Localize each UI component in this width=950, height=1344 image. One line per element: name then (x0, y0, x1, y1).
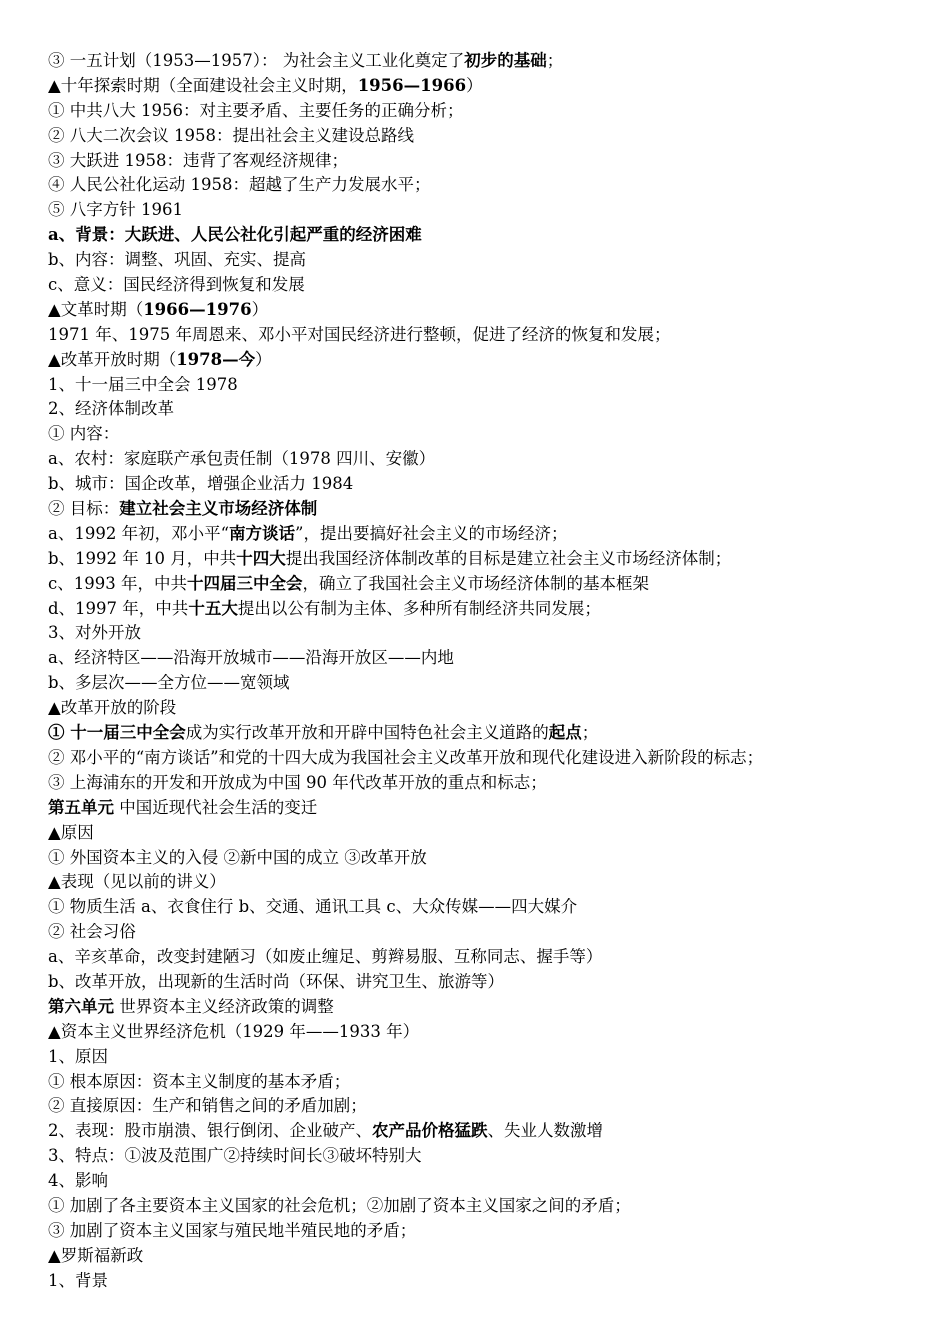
text-segment: ① 内容： (48, 424, 120, 444)
text-line (48, 721, 910, 746)
text-segment: 1、背景 (48, 1270, 108, 1290)
text-segment: ”，提出要搞好社会主义的市场经济； (295, 523, 568, 543)
text-segment: a、经济特区——沿海开放城市——沿海开放区——内地 (48, 648, 454, 668)
text-line (48, 920, 910, 945)
text-segment: d、1997 年，中共 (48, 598, 189, 618)
text-segment: 成为实行改革开放和开辟中国特色社会主义道路的 (185, 723, 549, 743)
text-segment: 4、影响 (48, 1171, 108, 1191)
text-segment: ② 目标： (48, 499, 120, 519)
text-segment: ▲改革开放时期（ (48, 349, 177, 369)
text-segment: ④ 人民公社化运动 1958：超越了生产力发展水平； (48, 175, 431, 195)
text-segment: ▲文革时期（ (48, 299, 144, 319)
text-line (48, 846, 910, 871)
bold-text-segment: 1956—1966 (357, 75, 467, 95)
text-line (48, 298, 910, 323)
text-segment: ▲罗斯福新政 (48, 1245, 144, 1265)
text-segment: ； (546, 51, 564, 70)
bold-text-segment: 十四届三中全会 (186, 573, 303, 593)
text-line (48, 422, 910, 447)
text-line (48, 447, 910, 472)
text-segment: ▲表现（见以前的讲义） (48, 872, 226, 892)
text-line (48, 646, 910, 671)
text-segment: a、1992 年初，邓小平“ (48, 523, 230, 543)
text-segment: ③ 加剧了资本主义国家与殖民地半殖民地的矛盾； (48, 1220, 417, 1240)
text-segment: ； (581, 723, 599, 743)
text-segment: ▲原因 (48, 822, 94, 842)
text-segment: ① 加剧了各主要资本主义国家的社会危机；②加剧了资本主义国家之间的矛盾； (48, 1195, 631, 1215)
text-line (48, 995, 910, 1020)
text-segment: ⑤ 八字方针 1961 (48, 200, 183, 220)
bold-text-segment: 第五单元 (48, 797, 114, 817)
text-segment: ② 八大二次会议 1958：提出社会主义建设总路线 (48, 125, 414, 145)
text-segment: 2、表现：股市崩溃、银行倒闭、企业破产、 (48, 1121, 372, 1141)
text-segment: b、1992 年 10 月，中共 (48, 548, 237, 568)
text-line (48, 771, 910, 796)
text-line (48, 99, 910, 124)
bold-text-segment: 农产品价格猛跌 (372, 1121, 488, 1141)
text-line (48, 1144, 910, 1169)
text-line (48, 522, 910, 547)
bold-text-segment: 起点 (548, 723, 582, 743)
text-line (48, 348, 910, 373)
text-line (48, 49, 910, 74)
text-segment: b、城市：国企改革，增强企业活力 1984 (48, 474, 354, 494)
text-segment: ① 中共八大 1956：对主要矛盾、主要任务的正确分析； (48, 100, 464, 120)
bold-text-segment: 十四大 (236, 548, 286, 568)
bold-text-segment: 初步的基础 (464, 51, 547, 70)
text-line (48, 1045, 910, 1070)
text-segment: ③ 一五计划（1953—1957）： 为社会主义工业化奠定了 (48, 51, 465, 70)
text-segment: ） (255, 349, 272, 369)
bold-text-segment: a、背景：大跃进、人民公社化引起严重的经济困难 (48, 225, 422, 245)
text-segment: 1971 年、1975 年周恩来、邓小平对国民经济进行整顿，促进了经济的恢复和发展； (48, 324, 671, 344)
text-line (48, 273, 910, 298)
text-segment: 提出以公有制为主体、多种所有制经济共同发展； (237, 598, 601, 618)
text-segment: 1、原因 (48, 1046, 108, 1066)
text-line (48, 1070, 910, 1095)
text-line (48, 621, 910, 646)
text-line (48, 547, 910, 572)
text-line (48, 1269, 910, 1294)
text-line (48, 870, 910, 895)
text-line (48, 970, 910, 995)
text-segment: ① 外国资本主义的入侵 ②新中国的成立 ③改革开放 (48, 847, 427, 867)
text-line (48, 597, 910, 622)
text-segment: ） (251, 299, 269, 319)
text-segment: 1、十一届三中全会 1978 (48, 374, 238, 394)
text-line (48, 1219, 910, 1244)
bold-text-segment: 第六单元 (48, 996, 114, 1016)
bold-text-segment: 建立社会主义市场经济体制 (119, 499, 318, 519)
text-segment: ▲十年探索时期（全面建设社会主义时期， (48, 75, 358, 95)
text-segment: ③ 上海浦东的开发和开放成为中国 90 年代改革开放的重点和标志； (48, 772, 547, 792)
text-segment: ② 直接原因：生产和销售之间的矛盾加剧； (48, 1096, 367, 1116)
bold-text-segment: 1978—今 (176, 349, 256, 369)
text-segment: a、辛亥革命，改变封建陋习（如废止缠足、剪辫易服、互称同志、握手等） (48, 947, 603, 967)
text-line (48, 572, 910, 597)
text-line (48, 821, 910, 846)
text-line (48, 173, 910, 198)
text-segment: ① 根本原因：资本主义制度的基本矛盾； (48, 1071, 351, 1091)
text-line (48, 149, 910, 174)
text-segment: 中国近现代社会生活的变迁 (114, 797, 318, 817)
text-segment: 、失业人数激增 (487, 1121, 603, 1141)
text-line (48, 124, 910, 149)
text-line (48, 895, 910, 920)
text-segment: 2、经济体制改革 (48, 399, 174, 419)
bold-text-segment: 十五大 (188, 598, 238, 618)
text-segment: 3、对外开放 (48, 623, 141, 643)
bold-text-segment: ① 十一届三中全会 (48, 723, 186, 743)
text-line (48, 746, 910, 771)
text-line (48, 1094, 910, 1119)
text-segment: c、意义：国民经济得到恢复和发展 (48, 275, 305, 295)
text-segment: ② 社会习俗 (48, 922, 136, 942)
text-line (48, 696, 910, 721)
text-line (48, 796, 910, 821)
text-segment: a、农村：家庭联产承包责任制（1978 四川、安徽） (48, 449, 436, 469)
text-line (48, 1169, 910, 1194)
text-segment: c、1993 年，中共 (48, 573, 187, 593)
text-segment: b、内容：调整、巩固、充实、提高 (48, 250, 307, 270)
text-segment: ，确立了我国社会主义市场经济体制的基本框架 (302, 573, 649, 593)
text-segment: ② 邓小平的“南方谈话”和党的十四大成为我国社会主义改革开放和现代化建设进入新阶段的标志； (48, 747, 764, 767)
text-segment: ▲改革开放的阶段 (48, 698, 177, 718)
text-segment: 世界资本主义经济政策的调整 (114, 996, 334, 1016)
text-line (48, 945, 910, 970)
text-segment: b、改革开放，出现新的生活时尚（环保、讲究卫生、旅游等） (48, 971, 505, 991)
text-segment: 提出我国经济体制改革的目标是建立社会主义市场经济体制； (285, 548, 732, 568)
text-line (48, 248, 910, 273)
text-line (48, 323, 910, 348)
text-line (48, 1194, 910, 1219)
text-segment: ▲资本主义世界经济危机（1929 年——1933 年） (48, 1021, 420, 1041)
text-segment: b、多层次——全方位——宽领域 (48, 673, 290, 693)
text-line (48, 1244, 910, 1269)
bold-text-segment: 南方谈话 (229, 523, 296, 543)
text-line (48, 472, 910, 497)
text-segment: ③ 大跃进 1958：违背了客观经济规律； (48, 150, 348, 170)
text-line (48, 373, 910, 398)
text-segment: ① 物质生活 a、衣食住行 b、交通、通讯工具 c、大众传媒——四大媒介 (48, 897, 578, 917)
text-line (48, 74, 910, 99)
text-line (48, 1119, 910, 1144)
bold-text-segment: 1966—1976 (143, 299, 252, 319)
text-line (48, 497, 910, 522)
text-segment: ） (466, 75, 483, 95)
text-segment: 3、特点：①波及范围广②持续时间长③破坏特别大 (48, 1146, 422, 1166)
text-line (48, 671, 910, 696)
text-line (48, 1020, 910, 1045)
text-line (48, 223, 910, 248)
text-line (48, 198, 910, 223)
text-line (48, 397, 910, 422)
